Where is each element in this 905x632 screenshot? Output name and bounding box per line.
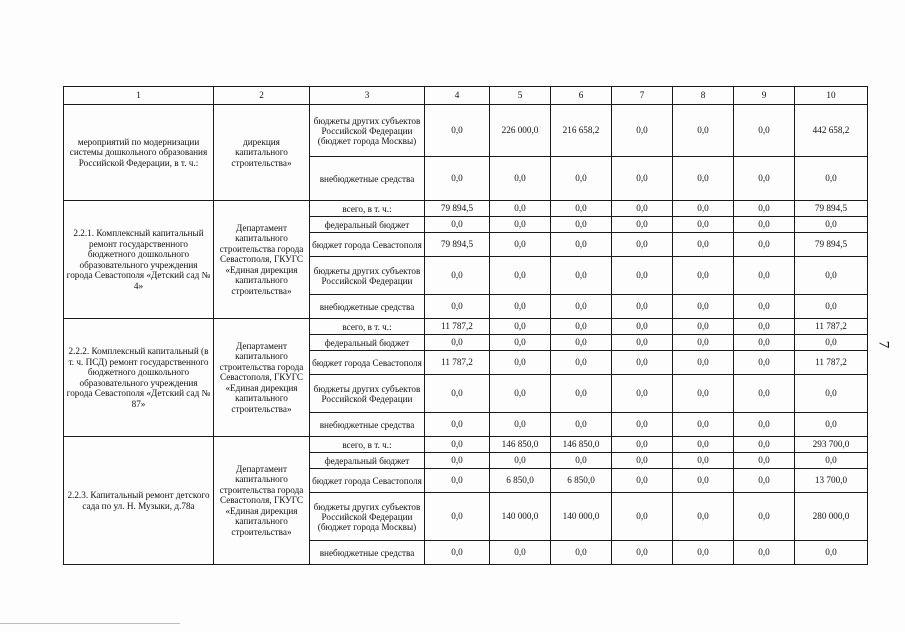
- value-cell: 0,0: [734, 541, 795, 565]
- value-cell: 0,0: [734, 233, 795, 257]
- column-header: 10: [795, 87, 868, 105]
- value-cell: 0,0: [612, 437, 673, 453]
- value-cell: 0,0: [425, 437, 490, 453]
- budget-table: [63, 86, 868, 565]
- value-cell: 0,0: [612, 295, 673, 319]
- value-cell: 0,0: [551, 453, 612, 469]
- value-cell: 0,0: [612, 233, 673, 257]
- value-cell: 11 787,2: [795, 351, 868, 375]
- funding-source-cell: внебюджетные средства: [310, 541, 425, 565]
- value-cell: 0,0: [490, 217, 551, 233]
- funding-source-cell: всего, в т. ч.:: [310, 201, 425, 217]
- funding-source-cell: федеральный бюджет: [310, 335, 425, 351]
- value-cell: 0,0: [734, 217, 795, 233]
- value-cell: 0,0: [673, 541, 734, 565]
- value-cell: 0,0: [795, 413, 868, 437]
- value-cell: 0,0: [612, 257, 673, 295]
- value-cell: 0,0: [551, 375, 612, 413]
- value-cell: 0,0: [490, 375, 551, 413]
- value-cell: 0,0: [673, 257, 734, 295]
- funding-source-cell: внебюджетные средства: [310, 157, 425, 201]
- value-cell: 0,0: [673, 375, 734, 413]
- value-cell: 0,0: [490, 257, 551, 295]
- value-cell: 0,0: [612, 335, 673, 351]
- measure-name: 2.2.2. Комплексный капитальный (в т. ч. ПСД) ремонт государственного бюджетного дошкольного образовательного учреждения города Севастополя «Детский сад № 87»: [64, 319, 214, 437]
- value-cell: 0,0: [490, 351, 551, 375]
- value-cell: 0,0: [734, 437, 795, 453]
- table-row: [64, 437, 868, 453]
- value-cell: 0,0: [551, 541, 612, 565]
- funding-source-cell: федеральный бюджет: [310, 217, 425, 233]
- column-header: 8: [673, 87, 734, 105]
- value-cell: 0,0: [734, 493, 795, 541]
- column-header: 5: [490, 87, 551, 105]
- value-cell: 0,0: [612, 217, 673, 233]
- value-cell: 0,0: [795, 157, 868, 201]
- value-cell: 0,0: [673, 217, 734, 233]
- value-cell: 293 700,0: [795, 437, 868, 453]
- value-cell: 79 894,5: [795, 233, 868, 257]
- value-cell: 0,0: [734, 105, 795, 157]
- value-cell: 0,0: [734, 319, 795, 335]
- measure-name: 2.2.1. Комплексный капитальный ремонт государственного бюджетного дошкольного образовательного учреждения города Севастополя «Детский сад № 4»: [64, 201, 214, 319]
- column-header: 4: [425, 87, 490, 105]
- value-cell: 0,0: [734, 335, 795, 351]
- value-cell: 0,0: [673, 201, 734, 217]
- value-cell: 0,0: [795, 453, 868, 469]
- value-cell: 0,0: [490, 541, 551, 565]
- value-cell: 0,0: [673, 157, 734, 201]
- value-cell: 0,0: [425, 295, 490, 319]
- value-cell: 226 000,0: [490, 105, 551, 157]
- funding-source-cell: всего, в т. ч.:: [310, 319, 425, 335]
- executor-cell: Департамент капитального строительства города Севастополя, ГКУГС «Единая дирекция капитального строительства»: [214, 437, 310, 565]
- value-cell: 11 787,2: [425, 319, 490, 335]
- funding-source-cell: бюджеты других субъектов Российской Федерации (бюджет города Москвы): [310, 105, 425, 157]
- value-cell: 0,0: [490, 453, 551, 469]
- value-cell: 0,0: [551, 157, 612, 201]
- value-cell: 0,0: [612, 469, 673, 493]
- value-cell: 0,0: [734, 375, 795, 413]
- value-cell: 0,0: [551, 201, 612, 217]
- value-cell: 0,0: [425, 541, 490, 565]
- value-cell: 0,0: [490, 157, 551, 201]
- value-cell: 0,0: [551, 413, 612, 437]
- funding-source-cell: внебюджетные средства: [310, 413, 425, 437]
- value-cell: 0,0: [673, 233, 734, 257]
- value-cell: 6 850,0: [551, 469, 612, 493]
- page-number: 7: [875, 340, 892, 349]
- value-cell: 0,0: [425, 217, 490, 233]
- value-cell: 0,0: [425, 257, 490, 295]
- value-cell: 0,0: [425, 413, 490, 437]
- funding-source-cell: бюджеты других субъектов Российской Федерации: [310, 257, 425, 295]
- value-cell: 0,0: [612, 413, 673, 437]
- funding-source-cell: бюджет города Севастополя: [310, 233, 425, 257]
- value-cell: 0,0: [673, 469, 734, 493]
- value-cell: 0,0: [551, 351, 612, 375]
- value-cell: 0,0: [673, 105, 734, 157]
- value-cell: 0,0: [673, 335, 734, 351]
- value-cell: 0,0: [490, 233, 551, 257]
- value-cell: 0,0: [795, 257, 868, 295]
- value-cell: 0,0: [795, 335, 868, 351]
- value-cell: 0,0: [734, 295, 795, 319]
- value-cell: 0,0: [734, 413, 795, 437]
- column-header: 9: [734, 87, 795, 105]
- executor-cell: Департамент капитального строительства города Севастополя, ГКУГС «Единая дирекция капитального строительства»: [214, 201, 310, 319]
- value-cell: 0,0: [734, 453, 795, 469]
- value-cell: 0,0: [612, 157, 673, 201]
- executor-cell: дирекция капитального строительства»: [214, 105, 310, 201]
- value-cell: 0,0: [551, 319, 612, 335]
- value-cell: 0,0: [734, 469, 795, 493]
- value-cell: 140 000,0: [490, 493, 551, 541]
- table-row: [64, 105, 868, 157]
- value-cell: 0,0: [673, 437, 734, 453]
- value-cell: 0,0: [612, 493, 673, 541]
- value-cell: 0,0: [673, 413, 734, 437]
- value-cell: 146 850,0: [490, 437, 551, 453]
- value-cell: 0,0: [673, 493, 734, 541]
- funding-source-cell: бюджет города Севастополя: [310, 469, 425, 493]
- column-header: 6: [551, 87, 612, 105]
- value-cell: 280 000,0: [795, 493, 868, 541]
- value-cell: 0,0: [551, 233, 612, 257]
- value-cell: 0,0: [425, 375, 490, 413]
- column-header: 2: [214, 87, 310, 105]
- value-cell: 0,0: [490, 295, 551, 319]
- value-cell: 0,0: [612, 105, 673, 157]
- value-cell: 0,0: [734, 257, 795, 295]
- funding-source-cell: внебюджетные средства: [310, 295, 425, 319]
- value-cell: 0,0: [795, 541, 868, 565]
- value-cell: 0,0: [425, 469, 490, 493]
- column-header: 7: [612, 87, 673, 105]
- scan-artifact-line: [0, 623, 180, 624]
- funding-source-cell: всего, в т. ч.:: [310, 437, 425, 453]
- value-cell: 140 000,0: [551, 493, 612, 541]
- value-cell: 0,0: [490, 335, 551, 351]
- value-cell: 0,0: [612, 375, 673, 413]
- value-cell: 0,0: [490, 201, 551, 217]
- measure-name: 2.2.3. Капитальный ремонт детского сада по ул. Н. Музыки, д.78а: [64, 437, 214, 565]
- value-cell: 79 894,5: [795, 201, 868, 217]
- funding-source-cell: бюджет города Севастополя: [310, 351, 425, 375]
- value-cell: 0,0: [490, 319, 551, 335]
- executor-cell: Департамент капитального строительства города Севастополя, ГКУГС «Единая дирекция капитального строительства»: [214, 319, 310, 437]
- value-cell: 442 658,2: [795, 105, 868, 157]
- value-cell: 0,0: [673, 351, 734, 375]
- value-cell: 0,0: [673, 319, 734, 335]
- column-header: 3: [310, 87, 425, 105]
- value-cell: 146 850,0: [551, 437, 612, 453]
- value-cell: 0,0: [734, 351, 795, 375]
- table-row: [64, 201, 868, 217]
- funding-source-cell: федеральный бюджет: [310, 453, 425, 469]
- value-cell: 0,0: [551, 257, 612, 295]
- value-cell: 0,0: [551, 295, 612, 319]
- value-cell: 0,0: [490, 413, 551, 437]
- value-cell: 0,0: [612, 453, 673, 469]
- value-cell: 0,0: [425, 335, 490, 351]
- value-cell: 0,0: [425, 453, 490, 469]
- value-cell: 79 894,5: [425, 233, 490, 257]
- value-cell: 0,0: [734, 157, 795, 201]
- value-cell: 79 894,5: [425, 201, 490, 217]
- funding-source-cell: бюджеты других субъектов Российской Федерации: [310, 375, 425, 413]
- value-cell: 0,0: [673, 295, 734, 319]
- value-cell: 11 787,2: [795, 319, 868, 335]
- value-cell: 0,0: [795, 217, 868, 233]
- column-header: 1: [64, 87, 214, 105]
- column-number-row: [64, 87, 868, 105]
- measure-name: мероприятий по модернизации системы дошкольного образования Российской Федерации, в т. ч.:: [64, 105, 214, 201]
- value-cell: 0,0: [795, 295, 868, 319]
- value-cell: 216 658,2: [551, 105, 612, 157]
- value-cell: 0,0: [425, 105, 490, 157]
- value-cell: 6 850,0: [490, 469, 551, 493]
- value-cell: 0,0: [425, 157, 490, 201]
- value-cell: 0,0: [612, 541, 673, 565]
- value-cell: 0,0: [612, 319, 673, 335]
- value-cell: 0,0: [673, 453, 734, 469]
- value-cell: 0,0: [425, 493, 490, 541]
- value-cell: 0,0: [734, 201, 795, 217]
- value-cell: 13 700,0: [795, 469, 868, 493]
- value-cell: 0,0: [551, 217, 612, 233]
- value-cell: 0,0: [612, 201, 673, 217]
- value-cell: 11 787,2: [425, 351, 490, 375]
- table-row: [64, 319, 868, 335]
- value-cell: 0,0: [612, 351, 673, 375]
- funding-source-cell: бюджеты других субъектов Российской Федерации (бюджет города Москвы): [310, 493, 425, 541]
- value-cell: 0,0: [551, 335, 612, 351]
- value-cell: 0,0: [795, 375, 868, 413]
